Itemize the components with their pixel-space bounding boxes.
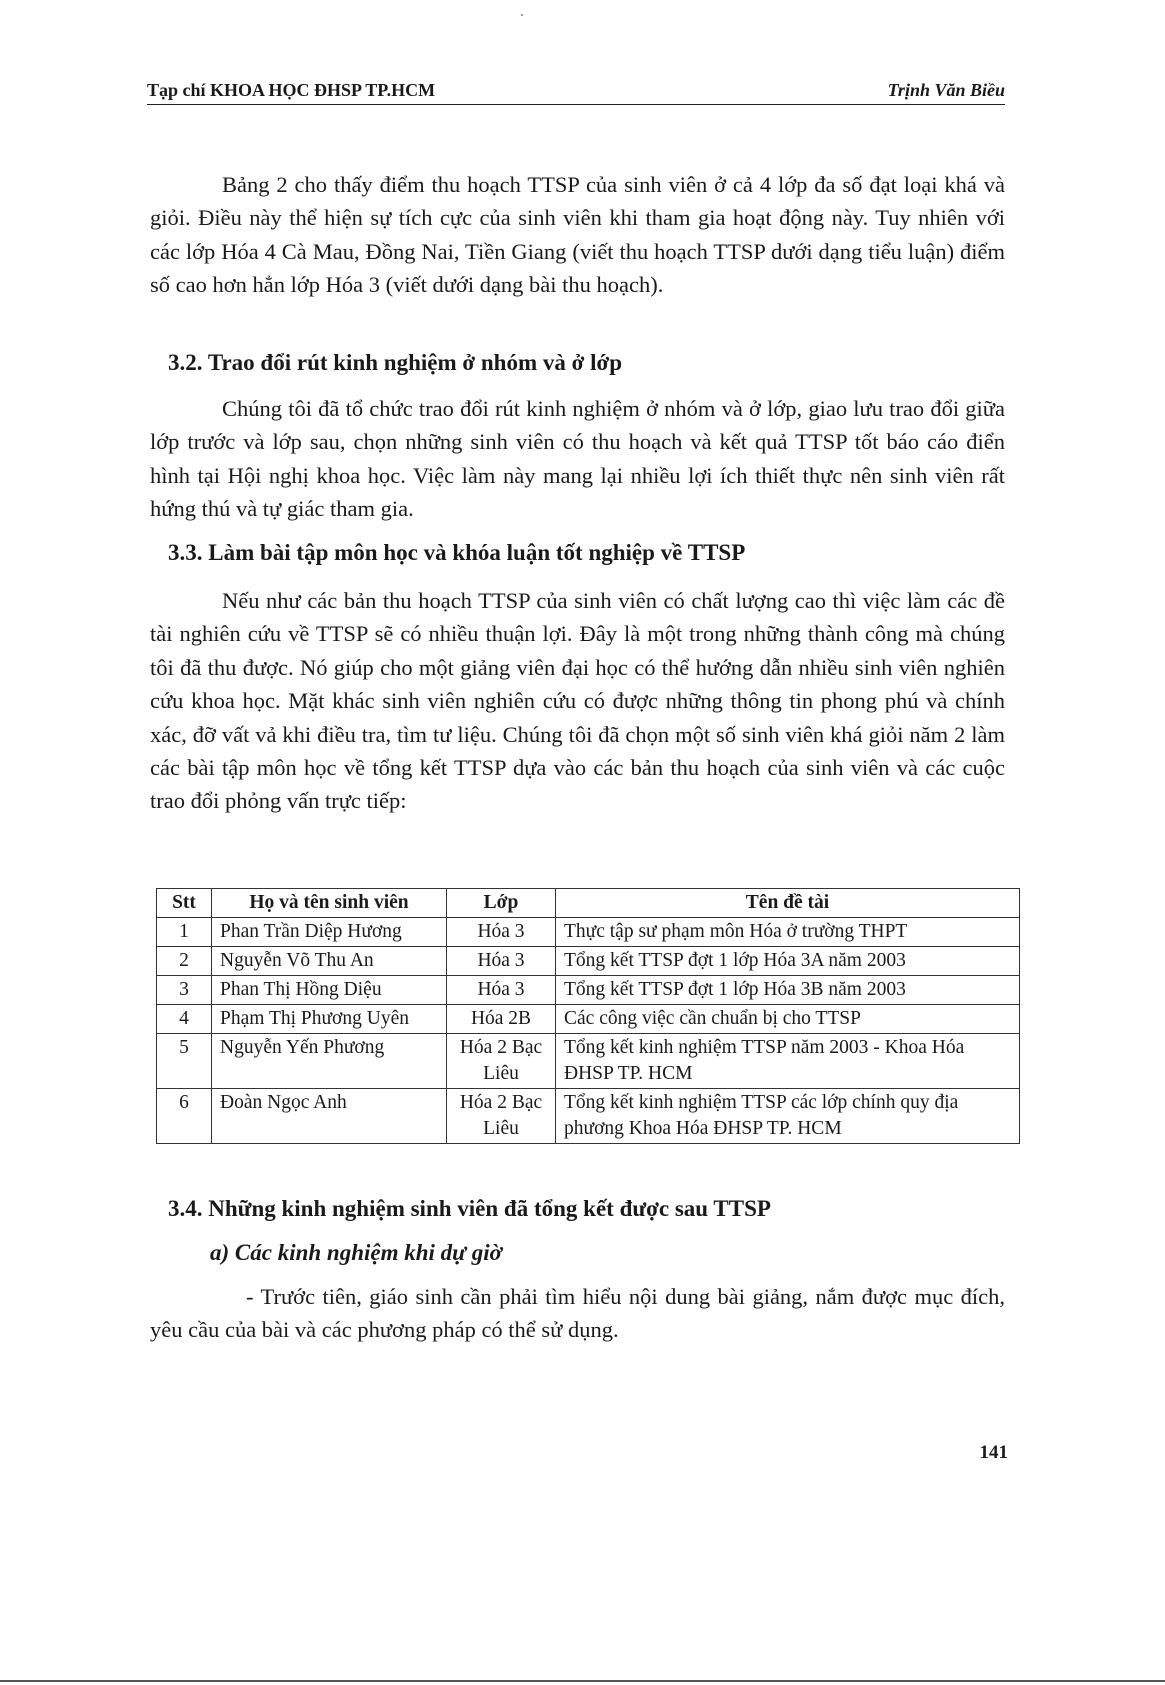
student-topics-table	[156, 888, 1020, 1144]
cell-class: Hóa 3	[447, 947, 556, 976]
cell-name: Nguyễn Yến Phương	[212, 1034, 447, 1089]
scan-edge-line	[0, 1680, 1165, 1682]
paragraph-table2-summary: Bảng 2 cho thấy điểm thu hoạch TTSP của sinh viên ở cả 4 lớp đa số đạt loại khá và giỏi. Điều này thể hiện sự tích cực của sinh viên khi tham gia hoạt động này. Tuy nhiên với các lớp Hóa 4 Cà Mau, Đồng Nai, Tiền Giang (viết thu hoạch TTSP dưới dạng tiểu luận) điểm số cao hơn hẳn lớp Hóa 3 (viết dưới dạng bài thu hoạch).	[150, 172, 1005, 298]
cell-stt: 2	[157, 947, 212, 976]
col-header-stt: Stt	[157, 889, 212, 918]
section-heading-3-2: 3.2. Trao đổi rút kinh nghiệm ở nhóm và ở lớp	[168, 350, 623, 375]
cell-class: Hóa 2 Bạc Liêu	[447, 1034, 556, 1089]
cell-name: Phan Thị Hồng Diệu	[212, 976, 447, 1005]
author-name: Trịnh Văn Biều	[887, 80, 1005, 100]
table-row	[157, 1005, 1020, 1034]
cell-name: Nguyễn Võ Thu An	[212, 947, 447, 976]
cell-stt: 1	[157, 918, 212, 947]
cell-stt: 6	[157, 1089, 212, 1144]
cell-topic: Thực tập sư phạm môn Hóa ở trường THPT	[556, 918, 1020, 947]
journal-title: Tạp chí KHOA HỌC ĐHSP TP.HCM	[147, 80, 436, 100]
col-header-name: Họ và tên sinh viên	[212, 889, 447, 918]
cell-class: Hóa 3	[447, 918, 556, 947]
table-header-row	[157, 889, 1020, 918]
cell-name: Phan Trần Diệp Hương	[212, 918, 447, 947]
cell-topic: Các công việc cần chuẩn bị cho TTSP	[556, 1005, 1020, 1034]
scan-speck	[521, 14, 523, 16]
table-row	[157, 976, 1020, 1005]
cell-topic: Tổng kết kinh nghiệm TTSP các lớp chính quy địa phương Khoa Hóa ĐHSP TP. HCM	[556, 1089, 1020, 1144]
paragraph-research: Nếu như các bản thu hoạch TTSP của sinh viên có chất lượng cao thì việc làm các đề tài nghiên cứu về TTSP sẽ có nhiều thuận lợi. Đây là một trong những thành công mà chúng tôi đã thu được. Nó giúp cho một giảng viên đại học có thể hướng dẫn nhiều sinh viên nghiên cứu khoa học. Mặt khác sinh viên nghiên cứu có được những thông tin phong phú và chính xác, đỡ vất vả khi điều tra, tìm tư liệu. Chúng tôi đã chọn một số sinh viên khá giỏi năm 2 làm các bài tập môn học về tổng kết TTSP dựa vào các bản thu hoạch của sinh viên và các cuộc trao đổi phỏng vấn trực tiếp:	[150, 588, 1005, 814]
section-heading-3-3: 3.3. Làm bài tập môn học và khóa luận tốt nghiệp về TTSP	[168, 540, 746, 565]
col-header-class: Lớp	[447, 889, 556, 918]
cell-name: Đoàn Ngọc Anh	[212, 1089, 447, 1144]
cell-stt: 5	[157, 1034, 212, 1089]
cell-topic: Tổng kết kinh nghiệm TTSP năm 2003 - Khoa Hóa ĐHSP TP. HCM	[556, 1034, 1020, 1089]
running-header	[147, 80, 1005, 105]
cell-topic: Tổng kết TTSP đợt 1 lớp Hóa 3A năm 2003	[556, 947, 1020, 976]
table-row	[157, 1034, 1020, 1089]
table-row	[157, 947, 1020, 976]
cell-name: Phạm Thị Phương Uyên	[212, 1005, 447, 1034]
paragraph-exchange: Chúng tôi đã tổ chức trao đổi rút kinh nghiệm ở nhóm và ở lớp, giao lưu trao đổi giữa lớp trước và lớp sau, chọn những sinh viên có thu hoạch và kết quả TTSP tốt báo cáo điển hình tại Hội nghị khoa học. Việc làm này mang lại nhiều lợi ích thiết thực nên sinh viên rất hứng thú và tự giác tham gia.	[150, 396, 1005, 522]
cell-class: Hóa 3	[447, 976, 556, 1005]
cell-class: Hóa 2B	[447, 1005, 556, 1034]
page-number: 141	[979, 1442, 1008, 1463]
paragraph-observation-tip: - Trước tiên, giáo sinh cần phải tìm hiểu nội dung bài giảng, nắm được mục đích, yêu cầu của bài và các phương pháp có thể sử dụng.	[150, 1284, 1005, 1343]
table-row	[157, 918, 1020, 947]
cell-topic: Tổng kết TTSP đợt 1 lớp Hóa 3B năm 2003	[556, 976, 1020, 1005]
cell-class: Hóa 2 Bạc Liêu	[447, 1089, 556, 1144]
cell-stt: 4	[157, 1005, 212, 1034]
cell-stt: 3	[157, 976, 212, 1005]
section-heading-3-4: 3.4. Những kinh nghiệm sinh viên đã tổng kết được sau TTSP	[168, 1196, 771, 1221]
subsection-heading-a: a) Các kinh nghiệm khi dự giờ	[210, 1240, 502, 1265]
table-row	[157, 1089, 1020, 1144]
col-header-topic: Tên đề tài	[556, 889, 1020, 918]
